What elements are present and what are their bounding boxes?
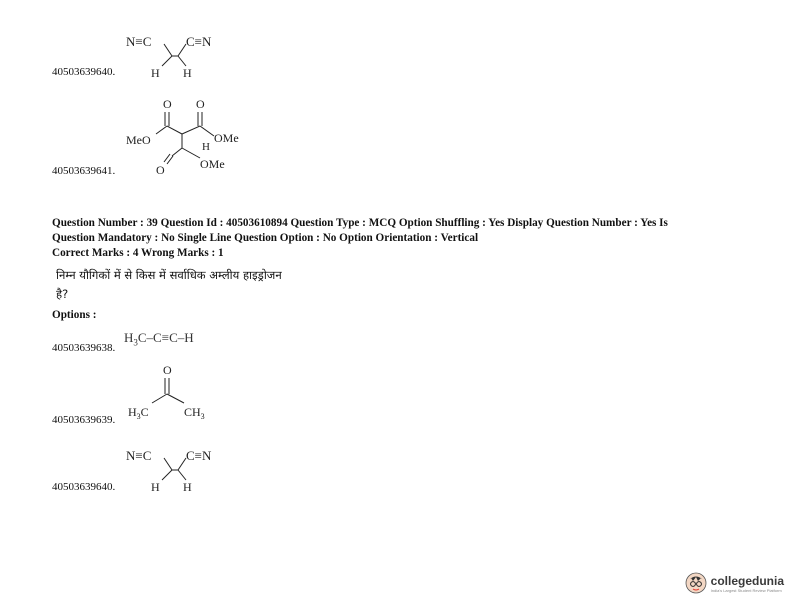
options-label: Options : [52, 309, 97, 321]
atom-label: OMe [214, 131, 239, 145]
question-meta-line1: Question Number : 39 Question Id : 40503610894 Question Type : MCQ Option Shuffling : Yes Display Question Number : Yes Is [52, 217, 668, 229]
atom-label: MeO [126, 133, 151, 147]
atom-label: H [151, 480, 160, 494]
svg-text:CH3 [184, 405, 205, 421]
formula-part: C–C≡C–H [137, 330, 194, 345]
atom-label: H [128, 405, 137, 419]
atom-label: O [156, 163, 165, 176]
question-text-line2: है? [56, 287, 69, 301]
atom-label: H [202, 141, 210, 153]
atom-label: O [196, 97, 205, 111]
atom-subscript: 3 [200, 412, 205, 421]
structure-malononitrile [120, 444, 230, 494]
watermark-name: collegedunia [710, 573, 784, 588]
question-meta-line2: Question Mandatory : No Single Line Question Option : No Option Orientation : Vertical [52, 232, 479, 244]
atom-label: C≡N [186, 34, 212, 49]
atom-label: H [183, 480, 192, 494]
atom-label: H [151, 66, 160, 80]
formula-subscript: 3 [133, 337, 138, 348]
structure-ester [118, 94, 258, 176]
atom-label: O [163, 363, 172, 377]
formula-propyne [124, 330, 194, 348]
option-id: 40503639640. [52, 481, 116, 493]
atom-label: O [163, 97, 172, 111]
atom-label: CH [184, 405, 201, 419]
watermark-tagline: India's Largest Student Review Platform [710, 587, 782, 593]
svg-text:H3C [128, 405, 149, 421]
option-id: 40503639641. [52, 165, 116, 177]
structure-acetone [122, 358, 232, 424]
atom-label: C [140, 405, 149, 419]
formula-part: H [124, 330, 134, 345]
question-marks: Correct Marks : 4 Wrong Marks : 1 [52, 247, 224, 259]
atom-label: N≡C [126, 34, 152, 49]
collegedunia-watermark [685, 572, 784, 594]
atom-subscript: 3 [136, 412, 141, 421]
structure-malononitrile-top [120, 30, 230, 80]
question-text: निम्न यौगिकों में से किस में सर्वाधिक अम्लीय हाइड्रोजन [56, 268, 282, 282]
atom-label: N≡C [126, 448, 152, 463]
option-id: 40503639640. [52, 66, 116, 78]
atom-label: H [183, 66, 192, 80]
option-id: 40503639638. [52, 342, 116, 354]
atom-label: C≡N [186, 448, 212, 463]
option-id: 40503639639. [52, 414, 116, 426]
atom-label: OMe [200, 157, 225, 171]
mascot-logo-icon [685, 572, 707, 594]
